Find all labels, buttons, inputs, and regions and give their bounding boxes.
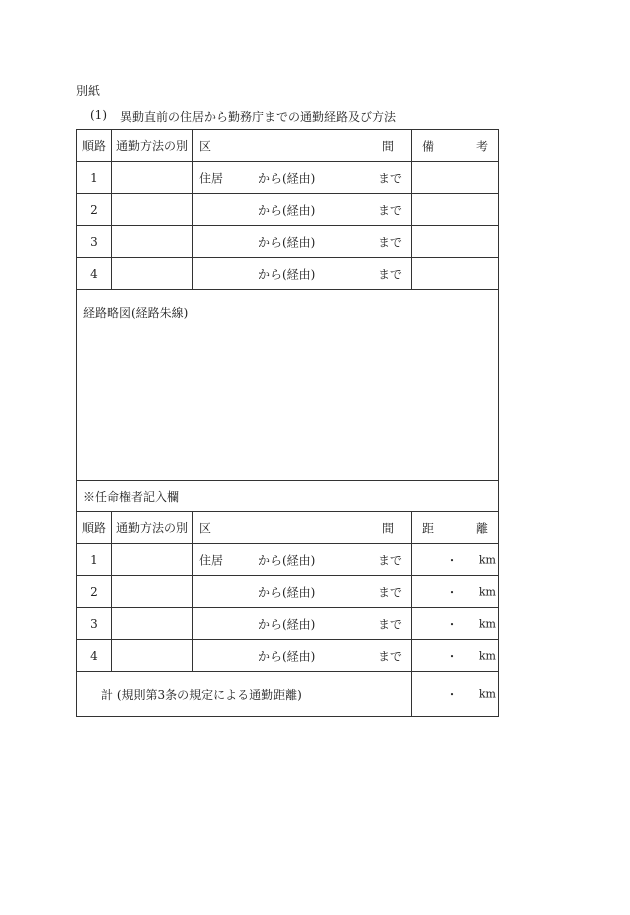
section-field[interactable]: [193, 608, 412, 640]
header-order: 順路: [77, 512, 112, 544]
header-remarks-right: 考: [475, 139, 488, 153]
row-order: 3: [77, 226, 112, 258]
section-via: から(経由): [258, 171, 316, 185]
decimal-point: ・: [446, 649, 459, 663]
section-number: (1): [90, 108, 107, 122]
header-method: 通勤方法の別: [112, 512, 193, 544]
remarks-field[interactable]: [412, 162, 499, 194]
route-map-area[interactable]: [77, 290, 499, 481]
section-via: から(経由): [258, 617, 316, 631]
total-label: 計 (規則第3条の規定による通勤距離): [77, 672, 412, 717]
header-section-end: 間: [382, 139, 395, 153]
section-field[interactable]: [193, 576, 412, 608]
route-map-row: [77, 290, 499, 481]
remarks-field[interactable]: [412, 194, 499, 226]
route-map-label: 経路略図(経路朱線): [83, 306, 189, 320]
decimal-point: ・: [446, 585, 459, 599]
section-via: から(経由): [258, 553, 316, 567]
method-field[interactable]: [112, 576, 193, 608]
appointer-section-row: [77, 481, 499, 512]
distance-field[interactable]: [412, 640, 499, 672]
section-to: まで: [378, 235, 403, 249]
row-order: 4: [77, 258, 112, 290]
distance-unit: km: [478, 553, 496, 566]
remarks-field[interactable]: [412, 258, 499, 290]
table-row: [77, 226, 499, 258]
distance-unit: km: [478, 617, 496, 630]
distance-unit: km: [478, 585, 496, 598]
decimal-point: ・: [446, 553, 459, 567]
section-field[interactable]: [193, 258, 412, 290]
table-row: [77, 162, 499, 194]
total-row: [77, 672, 499, 717]
row-order: 2: [77, 194, 112, 226]
section-field[interactable]: [193, 640, 412, 672]
table-row: [77, 258, 499, 290]
header-remarks: [412, 130, 499, 162]
header-order: 順路: [77, 130, 112, 162]
method-field[interactable]: [112, 608, 193, 640]
distance-unit: km: [478, 687, 496, 701]
section-to: まで: [378, 617, 403, 631]
decimal-point: ・: [446, 617, 459, 631]
appointer-section-title: [77, 481, 499, 512]
section-to: まで: [378, 267, 403, 281]
header-distance: [412, 512, 499, 544]
header-section-start: 区: [199, 139, 212, 153]
table-row: [77, 544, 499, 576]
header-method: 通勤方法の別: [112, 130, 193, 162]
section-to: まで: [378, 171, 403, 185]
distance-field[interactable]: [412, 576, 499, 608]
table-row: [77, 640, 499, 672]
section-to: まで: [378, 585, 403, 599]
header-distance-left: 距: [422, 521, 435, 535]
row-order: 4: [77, 640, 112, 672]
method-field[interactable]: [112, 544, 193, 576]
distance-field[interactable]: [412, 544, 499, 576]
row-order: 2: [77, 576, 112, 608]
section-field[interactable]: [193, 544, 412, 576]
method-field[interactable]: [112, 162, 193, 194]
section-title: 異動直前の住居から勤務庁までの通勤経路及び方法: [120, 110, 397, 124]
section-field[interactable]: [193, 194, 412, 226]
attachment-label: 別紙: [76, 84, 101, 98]
header-section: [193, 130, 412, 162]
table-row: [77, 194, 499, 226]
section-field[interactable]: [193, 162, 412, 194]
appointer-section-label: ※任命権者記入欄: [83, 489, 180, 504]
section-field[interactable]: [193, 226, 412, 258]
distance-field[interactable]: [412, 608, 499, 640]
row-order: 1: [77, 162, 112, 194]
section-via: から(経由): [258, 585, 316, 599]
row-order: 1: [77, 544, 112, 576]
section-to: まで: [378, 553, 403, 567]
row-order: 3: [77, 608, 112, 640]
header-distance-right: 離: [475, 521, 488, 535]
total-distance-field[interactable]: [412, 672, 499, 717]
remarks-field[interactable]: [412, 226, 499, 258]
distance-table-header: [77, 512, 499, 544]
commute-form: [76, 129, 498, 717]
decimal-point: ・: [446, 687, 459, 702]
table-row: [77, 608, 499, 640]
method-field[interactable]: [112, 226, 193, 258]
distance-unit: km: [478, 649, 496, 662]
route-table-header: [77, 130, 499, 162]
section-to: まで: [378, 649, 403, 663]
method-field[interactable]: [112, 258, 193, 290]
route-table: [76, 129, 499, 717]
method-field[interactable]: [112, 640, 193, 672]
method-field[interactable]: [112, 194, 193, 226]
section-via: から(経由): [258, 649, 316, 663]
header-section-start: 区: [199, 521, 212, 535]
section-via: から(経由): [258, 267, 316, 281]
header-section-end: 間: [382, 521, 395, 535]
section-via: から(経由): [258, 203, 316, 217]
header-remarks-left: 備: [422, 139, 435, 153]
section-to: まで: [378, 203, 403, 217]
section-via: から(経由): [258, 235, 316, 249]
header-section: [193, 512, 412, 544]
section-from: 住居: [199, 171, 224, 185]
table-row: [77, 576, 499, 608]
section-from: 住居: [199, 553, 224, 567]
